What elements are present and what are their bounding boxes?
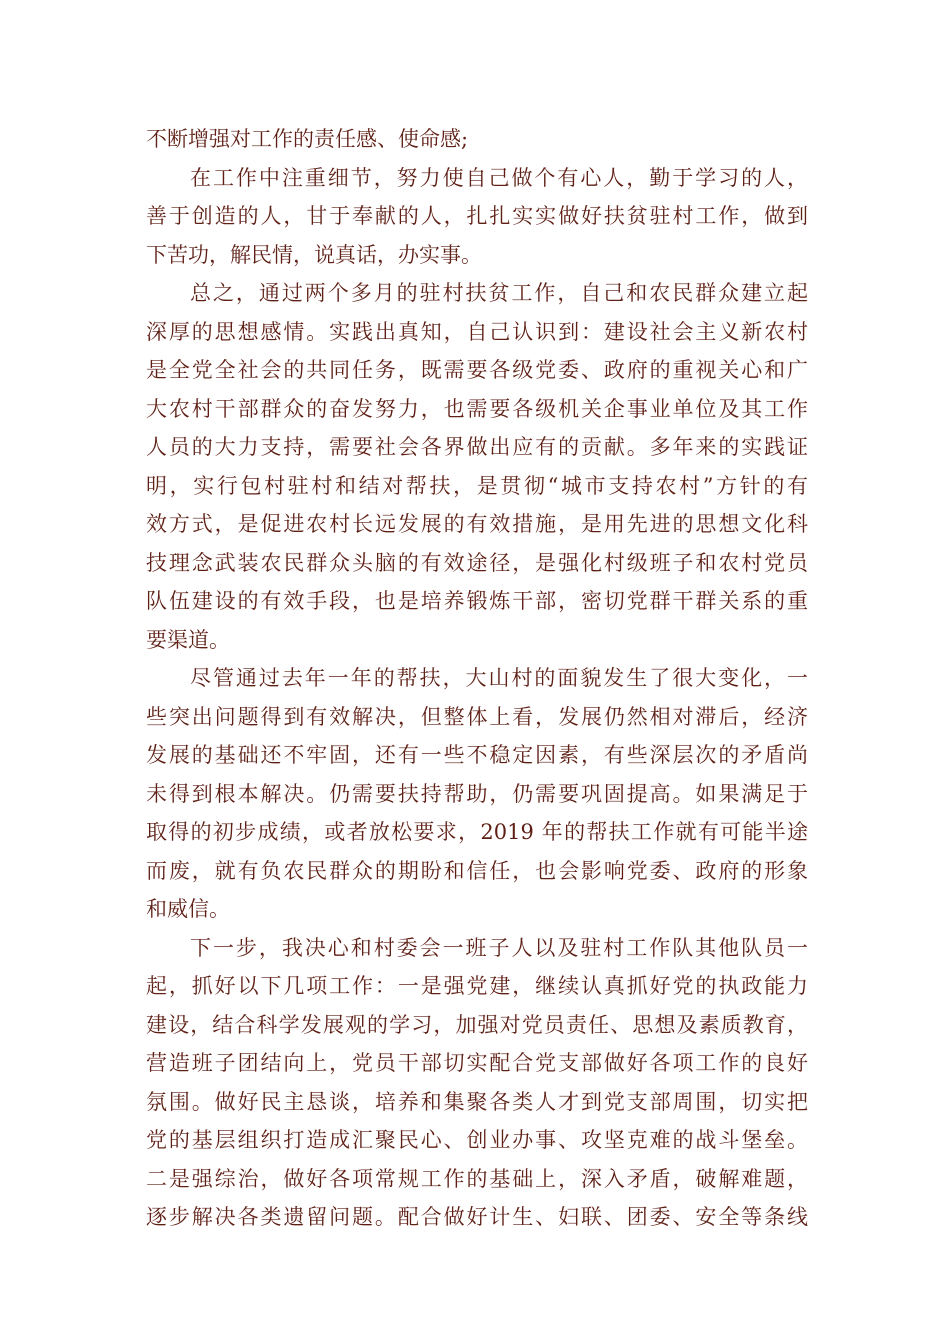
- text-line: 发展的基础还不牢固，还有一些不稳定因素，有些深层次的矛盾尚: [146, 743, 808, 767]
- text-line: 技理念武装农民群众头脑的有效途径，是强化村级班子和农村党员: [146, 550, 808, 575]
- text-line: 氛围。做好民主恳谈，培养和集聚各类人才到党支部周围，切实把: [146, 1089, 808, 1114]
- text-line: 下一步，我决心和村委会一班子人以及驻村工作队其他队员一: [190, 935, 808, 960]
- text-line: 在工作中注重细节，努力使自己做个有心人，勤于学习的人，: [190, 165, 808, 190]
- text-line: 不断增强对工作的责任感、使命感;: [146, 127, 469, 151]
- text-line: 效方式，是促进农村长远发展的有效措施，是用先进的思想文化科: [146, 512, 808, 536]
- text-line: 下苦功，解民情，说真话，办实事。: [146, 242, 482, 267]
- text-line: 未得到根本解决。仍需要扶持帮助，仍需要巩固提高。如果满足于: [146, 781, 808, 806]
- text-line: 营造班子团结向上，党员干部切实配合党支部做好各项工作的良好: [146, 1051, 808, 1075]
- text-line: 些突出问题得到有效解决，但整体上看，发展仍然相对滞后，经济: [146, 704, 808, 729]
- text-line: 起，抓好以下几项工作：一是强党建，继续认真抓好党的执政能力: [146, 974, 808, 998]
- text-line: 和威信。: [146, 897, 230, 921]
- text-line: 深厚的思想感情。实践出真知，自己认识到：建设社会主义新农村: [146, 319, 808, 344]
- text-line: 明，实行包村驻村和结对帮扶，是贯彻“城市支持农村”方针的有: [146, 473, 808, 498]
- text-line: 总之，通过两个多月的驻村扶贫工作，自己和农民群众建立起: [190, 281, 808, 305]
- text-line: 而废，就有负农民群众的期盼和信任，也会影响党委、政府的形象: [146, 858, 808, 883]
- text-line: 要渠道。: [146, 627, 230, 652]
- text-line: 二是强综治，做好各项常规工作的基础上，深入矛盾，破解难题，: [146, 1166, 808, 1191]
- text-line: 队伍建设的有效手段，也是培养锻炼干部，密切党群干群关系的重: [146, 589, 808, 613]
- document-body: [146, 120, 808, 1237]
- text-line: 取得的初步成绩，或者放松要求，2019 年的帮扶工作就有可能半途: [146, 820, 808, 844]
- text-line: 人员的大力支持，需要社会各界做出应有的贡献。多年来的实践证: [146, 435, 808, 459]
- text-line: 是全党全社会的共同任务，既需要各级党委、政府的重视关心和广: [146, 358, 808, 382]
- text-line: 逐步解决各类遗留问题。配合做好计生、妇联、团委、安全等条线: [146, 1205, 808, 1229]
- text-line: 善于创造的人，甘于奉献的人，扎扎实实做好扶贫驻村工作，做到: [146, 204, 808, 228]
- text-line: 尽管通过去年一年的帮扶，大山村的面貌发生了很大变化，一: [190, 666, 808, 690]
- text-line: 建设，结合科学发展观的学习，加强对党员责任、思想及素质教育，: [146, 1012, 808, 1037]
- text-line: 党的基层组织打造成汇聚民心、创业办事、攻坚克难的战斗堡垒。: [146, 1128, 808, 1152]
- text-line: 大农村干部群众的奋发努力，也需要各级机关企事业单位及其工作: [146, 396, 808, 421]
